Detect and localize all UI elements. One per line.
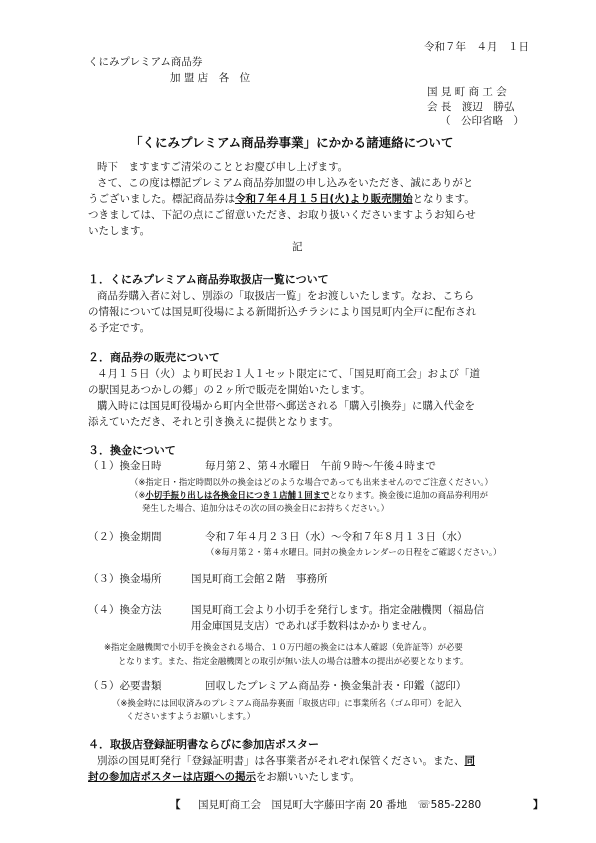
item-5-note-2: くださいますようお願いします。）	[126, 711, 256, 721]
item-5-label: （５）必要書類	[88, 680, 162, 692]
item-1-value: 毎月第２、第４水曜日 午前９時～午後４時まで	[205, 460, 436, 472]
section-4-line-2-b: をお願いいたします。	[256, 771, 361, 783]
item-1-note-2-c: となります。換金後に追加の商品券利用が	[329, 490, 488, 500]
section-3-title: ３．換金について	[88, 444, 176, 457]
section-2-line-2: の駅国見あつかしの郷」の２ヶ所で販売を開始いたします。	[88, 384, 371, 396]
item-3-value: 国見町商工会館２階 事務所	[191, 573, 328, 585]
item-5-note-1: （※換金時には回収済みのプレミアム商品券裏面「取扱店印」に事業所名（ゴム印可）を記入	[112, 698, 462, 708]
item-4-value-2: 用金庫国見支店）であれば手数料はかかりません。	[191, 620, 434, 632]
section-4-line-2	[88, 770, 360, 786]
document-title: 「くにみプレミアム商品券事業」にかかる諸連絡について	[130, 135, 454, 150]
item-2-note: （※毎月第２・第４水曜日。同封の換金カレンダーの日程をご確認ください。）	[206, 547, 502, 557]
item-4-note-2: となります。また、指定金融機関との取引が無い法人の場合は謄本の提出が必要となります。	[118, 656, 469, 666]
item-4-value-1: 国見町商工会より小切手を発行します。指定金融機関（福島信	[191, 604, 485, 616]
greeting-line-4: つきましては、下記の点にご留意いただき、お取り扱いくださいますようお知らせ	[88, 209, 476, 221]
section-1-title: １．くにみプレミアム商品券取扱店一覧について	[88, 273, 329, 286]
ki-marker: 記	[292, 241, 303, 253]
item-4-label: （４）換金方法	[88, 604, 162, 616]
item-5-value: 回収したプレミアム商品券・換金集計表・印鑑（認印）	[205, 680, 467, 692]
section-4-line-1	[97, 754, 475, 770]
seal-note: （ 公印省略 ）	[440, 115, 524, 127]
item-2-label: （２）換金期間	[88, 531, 162, 543]
section-4-line-1-emphasis: 同	[464, 755, 475, 767]
section-1-line-3: る予定です。	[88, 322, 151, 334]
item-1-note-2-a: （※	[130, 490, 146, 500]
item-3-label: （３）換金場所	[88, 573, 162, 585]
item-1-note-3: 発生した場合、追加分はその次の回の換金日にお持ちください。）	[142, 503, 390, 513]
footer-bracket-open: 【	[170, 799, 181, 811]
footer-bracket-close: 】	[533, 799, 544, 811]
section-4-title: ４．取扱店登録証明書ならびに参加店ポスター	[88, 738, 319, 751]
sender-org: 国 見 町 商 工 会	[427, 86, 507, 98]
item-1-note-2-emphasis: 小切手振り出しは各換金日につき１店舗１回まで	[145, 490, 330, 500]
item-4-note-1: ※指定金融機関で小切手を換金される場合、１０万円超の換金には本人確認（免許証等）が必要	[104, 642, 463, 652]
greeting-line-2: さて、この度は標記プレミアム商品券加盟の申し込みをいただき、誠にありがと	[97, 177, 474, 189]
document-date: 令和７年 ４月 １日	[424, 41, 529, 53]
item-1-note-1: （※指定日・指定時間以外の換金はどのような場合であっても出来ませんのでご注意ください。）	[130, 477, 493, 487]
sales-start-date: 令和７年４月１５日(火)より販売開始	[235, 193, 413, 205]
footer-contact: 国見町商工会 国見町大字藤田字南 20 番地 ☏585-2280	[198, 799, 482, 811]
section-1-line-1: 商品券購入者に対し、別添の「取扱店一覧」をお渡しいたします。なお、こちら	[97, 290, 475, 302]
greeting-line-3	[88, 192, 475, 208]
recipient-line-1: くにみプレミアム商品券	[88, 56, 203, 68]
recipient-line-2: 加 盟 店 各 位	[170, 72, 251, 84]
greeting-line-1: 時下 ますますご清栄のこととお慶び申し上げます。	[97, 161, 349, 173]
section-1-line-2: の情報については国見町役場による新聞折込チラシにより国見町内全戸に配布され	[88, 306, 477, 318]
section-2-line-4: 添えていただき、それと引き換えに提供となります。	[88, 416, 339, 428]
greeting-line-3-c: となります。	[412, 193, 475, 205]
item-2-value: 令和７年４月２３日（水）～令和７年８月１３日（水）	[205, 531, 468, 543]
section-2-line-3: 購入時には国見町役場から町内全世帯へ郵送される「購入引換券」に購入代金を	[97, 400, 475, 412]
item-1-note-2	[130, 489, 488, 501]
section-4-line-1-a: 別添の国見町発行「登録証明書」は各事業者がそれぞれ保管ください。また、	[97, 755, 465, 767]
greeting-line-3-a: うございました。標記商品券は	[88, 193, 235, 205]
sender-person: 会 長 渡辺 勝弘	[427, 101, 515, 113]
greeting-line-5: いたします。	[88, 225, 151, 237]
section-2-title: ２．商品券の販売について	[88, 351, 220, 364]
section-2-line-1: ４月１５日（火）より町民お１人１セット限定にて、「国見町商工会」および「道	[97, 368, 481, 380]
item-1-label: （１）換金日時	[88, 460, 162, 472]
poster-display-emphasis: 封の参加店ポスターは店頭への掲示	[88, 771, 256, 783]
